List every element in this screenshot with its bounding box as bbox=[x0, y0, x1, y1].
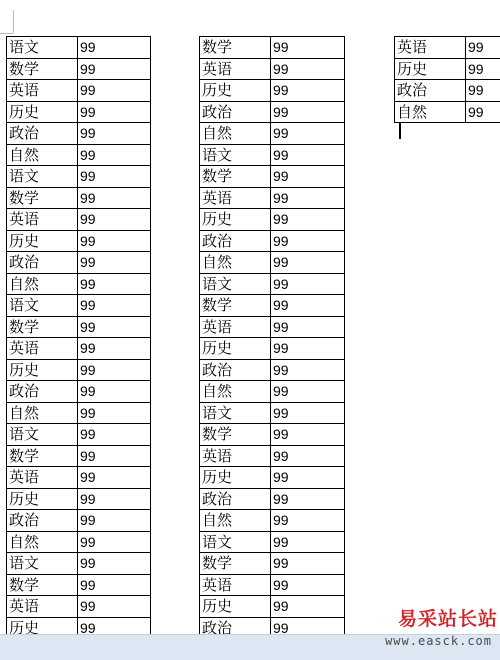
score-cell[interactable]: 99 bbox=[271, 37, 345, 59]
subject-cell[interactable]: 自然 bbox=[200, 123, 271, 145]
score-cell[interactable]: 99 bbox=[271, 531, 345, 553]
score-cell[interactable]: 99 bbox=[466, 101, 500, 123]
score-cell[interactable]: 99 bbox=[271, 574, 345, 596]
score-cell[interactable]: 99 bbox=[271, 144, 345, 166]
watermark-name: 易采站长站 bbox=[398, 604, 498, 631]
subject-cell[interactable]: 历史 bbox=[7, 359, 78, 381]
subject-cell[interactable]: 历史 bbox=[200, 80, 271, 102]
table-row[interactable] bbox=[7, 359, 151, 381]
score-cell[interactable]: 99 bbox=[78, 295, 151, 317]
subject-cell[interactable]: 数学 bbox=[7, 445, 78, 467]
subject-cell[interactable]: 自然 bbox=[7, 144, 78, 166]
subject-cell[interactable]: 政治 bbox=[200, 230, 271, 252]
subject-cell[interactable]: 数学 bbox=[7, 187, 78, 209]
table-row[interactable] bbox=[200, 445, 345, 467]
score-cell[interactable]: 99 bbox=[78, 402, 151, 424]
table-row[interactable] bbox=[200, 402, 345, 424]
table-row[interactable] bbox=[7, 209, 151, 231]
table-row[interactable] bbox=[200, 553, 345, 575]
subject-cell[interactable]: 历史 bbox=[200, 209, 271, 231]
table-row[interactable] bbox=[200, 209, 345, 231]
subject-cell[interactable]: 政治 bbox=[200, 359, 271, 381]
table-row[interactable] bbox=[7, 574, 151, 596]
subject-cell[interactable]: 政治 bbox=[200, 488, 271, 510]
score-cell[interactable]: 99 bbox=[271, 338, 345, 360]
table-row[interactable] bbox=[7, 273, 151, 295]
subject-cell[interactable]: 数学 bbox=[200, 424, 271, 446]
score-cell[interactable]: 99 bbox=[78, 58, 151, 80]
table-row[interactable] bbox=[200, 510, 345, 532]
score-cell[interactable]: 99 bbox=[271, 273, 345, 295]
table-row[interactable] bbox=[7, 295, 151, 317]
table-column-3[interactable] bbox=[394, 36, 500, 123]
table-row[interactable] bbox=[395, 80, 500, 102]
table-row[interactable] bbox=[7, 80, 151, 102]
table-row[interactable] bbox=[200, 617, 345, 634]
score-cell[interactable]: 99 bbox=[78, 553, 151, 575]
score-cell[interactable]: 99 bbox=[271, 596, 345, 618]
score-cell[interactable]: 99 bbox=[466, 37, 500, 59]
table-row[interactable] bbox=[7, 488, 151, 510]
table-row[interactable] bbox=[7, 37, 151, 59]
score-cell[interactable]: 99 bbox=[78, 574, 151, 596]
table-row[interactable] bbox=[200, 144, 345, 166]
score-cell[interactable]: 99 bbox=[78, 510, 151, 532]
score-cell[interactable]: 99 bbox=[271, 295, 345, 317]
table-row[interactable] bbox=[200, 187, 345, 209]
subject-cell[interactable]: 政治 bbox=[7, 381, 78, 403]
score-cell[interactable]: 99 bbox=[78, 80, 151, 102]
score-cell[interactable]: 99 bbox=[78, 37, 151, 59]
subject-cell[interactable]: 数学 bbox=[200, 166, 271, 188]
table-row[interactable] bbox=[200, 359, 345, 381]
subject-cell[interactable]: 语文 bbox=[200, 144, 271, 166]
table-row[interactable] bbox=[200, 37, 345, 59]
table-row[interactable] bbox=[200, 596, 345, 618]
subject-cell[interactable]: 数学 bbox=[7, 574, 78, 596]
table-row[interactable] bbox=[395, 37, 500, 59]
score-cell[interactable]: 99 bbox=[78, 359, 151, 381]
subject-cell[interactable]: 历史 bbox=[200, 467, 271, 489]
subject-cell[interactable]: 政治 bbox=[200, 617, 271, 634]
table-row[interactable] bbox=[7, 123, 151, 145]
table-row[interactable] bbox=[200, 381, 345, 403]
score-cell[interactable]: 99 bbox=[271, 316, 345, 338]
table-row[interactable] bbox=[7, 402, 151, 424]
table-row[interactable] bbox=[200, 574, 345, 596]
table-row[interactable] bbox=[200, 80, 345, 102]
subject-cell[interactable]: 英语 bbox=[7, 209, 78, 231]
table-row[interactable] bbox=[7, 316, 151, 338]
score-cell[interactable]: 99 bbox=[78, 445, 151, 467]
score-cell[interactable]: 99 bbox=[78, 617, 151, 634]
table-row[interactable] bbox=[200, 316, 345, 338]
table-row[interactable] bbox=[395, 101, 500, 123]
subject-cell[interactable]: 历史 bbox=[200, 596, 271, 618]
table-column-1[interactable] bbox=[6, 36, 151, 634]
table-row[interactable] bbox=[395, 58, 500, 80]
score-cell[interactable]: 99 bbox=[271, 359, 345, 381]
table-row[interactable] bbox=[7, 230, 151, 252]
score-cell[interactable]: 99 bbox=[271, 252, 345, 274]
subject-cell[interactable]: 政治 bbox=[7, 123, 78, 145]
score-cell[interactable]: 99 bbox=[271, 445, 345, 467]
table-row[interactable] bbox=[7, 531, 151, 553]
subject-cell[interactable]: 政治 bbox=[395, 80, 466, 102]
table-column-2[interactable] bbox=[199, 36, 345, 634]
text-cursor bbox=[399, 123, 401, 139]
table-row[interactable] bbox=[7, 467, 151, 489]
crop-mark bbox=[13, 10, 14, 33]
score-cell[interactable]: 99 bbox=[271, 467, 345, 489]
subject-cell[interactable]: 历史 bbox=[200, 338, 271, 360]
score-cell[interactable]: 99 bbox=[78, 596, 151, 618]
subject-cell[interactable]: 英语 bbox=[200, 574, 271, 596]
score-cell[interactable]: 99 bbox=[78, 166, 151, 188]
table-row[interactable] bbox=[200, 488, 345, 510]
score-cell[interactable]: 99 bbox=[271, 101, 345, 123]
subject-cell[interactable]: 英语 bbox=[395, 37, 466, 59]
score-cell[interactable]: 99 bbox=[271, 488, 345, 510]
subject-cell[interactable]: 英语 bbox=[7, 596, 78, 618]
score-cell[interactable]: 99 bbox=[78, 488, 151, 510]
score-cell[interactable]: 99 bbox=[466, 58, 500, 80]
subject-cell[interactable]: 语文 bbox=[7, 295, 78, 317]
subject-cell[interactable]: 自然 bbox=[7, 402, 78, 424]
table-row[interactable] bbox=[7, 187, 151, 209]
score-cell[interactable]: 99 bbox=[78, 144, 151, 166]
subject-cell[interactable]: 数学 bbox=[7, 58, 78, 80]
table-row[interactable] bbox=[200, 123, 345, 145]
score-cell[interactable]: 99 bbox=[78, 273, 151, 295]
score-cell[interactable]: 99 bbox=[271, 510, 345, 532]
table-row[interactable] bbox=[200, 273, 345, 295]
table-row[interactable] bbox=[7, 252, 151, 274]
score-cell[interactable]: 99 bbox=[271, 187, 345, 209]
table-row[interactable] bbox=[7, 58, 151, 80]
subject-cell[interactable]: 数学 bbox=[7, 316, 78, 338]
score-cell[interactable]: 99 bbox=[78, 316, 151, 338]
subject-cell[interactable]: 自然 bbox=[7, 531, 78, 553]
subject-cell[interactable]: 数学 bbox=[200, 553, 271, 575]
subject-cell[interactable]: 政治 bbox=[200, 101, 271, 123]
table-row[interactable] bbox=[7, 381, 151, 403]
score-cell[interactable]: 99 bbox=[78, 187, 151, 209]
score-cell[interactable]: 99 bbox=[271, 123, 345, 145]
score-cell[interactable]: 99 bbox=[78, 381, 151, 403]
crop-mark bbox=[0, 33, 13, 34]
table-row[interactable] bbox=[7, 510, 151, 532]
score-cell[interactable]: 99 bbox=[271, 166, 345, 188]
score-cell[interactable]: 99 bbox=[78, 101, 151, 123]
score-cell[interactable]: 99 bbox=[78, 209, 151, 231]
table-row[interactable] bbox=[200, 101, 345, 123]
subject-cell[interactable]: 英语 bbox=[7, 338, 78, 360]
subject-cell[interactable]: 数学 bbox=[200, 295, 271, 317]
subject-cell[interactable]: 历史 bbox=[7, 230, 78, 252]
score-cell[interactable]: 99 bbox=[271, 553, 345, 575]
subject-cell[interactable]: 自然 bbox=[200, 252, 271, 274]
subject-cell[interactable]: 英语 bbox=[200, 58, 271, 80]
subject-cell[interactable]: 语文 bbox=[7, 166, 78, 188]
subject-cell[interactable]: 自然 bbox=[200, 510, 271, 532]
subject-cell[interactable]: 历史 bbox=[7, 101, 78, 123]
score-cell[interactable]: 99 bbox=[78, 424, 151, 446]
table-row[interactable] bbox=[7, 617, 151, 634]
table-row[interactable] bbox=[200, 424, 345, 446]
subject-cell[interactable]: 语文 bbox=[200, 531, 271, 553]
subject-cell[interactable]: 英语 bbox=[200, 187, 271, 209]
score-cell[interactable]: 99 bbox=[78, 531, 151, 553]
table-row[interactable] bbox=[7, 553, 151, 575]
table-row[interactable] bbox=[200, 531, 345, 553]
score-cell[interactable]: 99 bbox=[271, 80, 345, 102]
score-cell[interactable]: 99 bbox=[466, 80, 500, 102]
subject-cell[interactable]: 自然 bbox=[395, 101, 466, 123]
score-cell[interactable]: 99 bbox=[78, 123, 151, 145]
table-row[interactable] bbox=[200, 467, 345, 489]
score-cell[interactable]: 99 bbox=[78, 467, 151, 489]
subject-cell[interactable]: 英语 bbox=[7, 80, 78, 102]
table-row[interactable] bbox=[200, 338, 345, 360]
table-row[interactable] bbox=[7, 424, 151, 446]
subject-cell[interactable]: 英语 bbox=[200, 316, 271, 338]
score-cell[interactable]: 99 bbox=[271, 424, 345, 446]
watermark-url: www.easck.com bbox=[385, 634, 492, 648]
table-row[interactable] bbox=[7, 338, 151, 360]
score-cell[interactable]: 99 bbox=[271, 230, 345, 252]
score-cell[interactable]: 99 bbox=[271, 58, 345, 80]
score-cell[interactable]: 99 bbox=[78, 230, 151, 252]
subject-cell[interactable]: 自然 bbox=[200, 381, 271, 403]
subject-cell[interactable]: 英语 bbox=[7, 467, 78, 489]
score-cell[interactable]: 99 bbox=[271, 381, 345, 403]
subject-cell[interactable]: 数学 bbox=[200, 37, 271, 59]
table-row[interactable] bbox=[200, 58, 345, 80]
table-row[interactable] bbox=[7, 144, 151, 166]
table-row[interactable] bbox=[7, 101, 151, 123]
subject-cell[interactable]: 语文 bbox=[7, 424, 78, 446]
subject-cell[interactable]: 历史 bbox=[395, 58, 466, 80]
subject-cell[interactable]: 历史 bbox=[7, 488, 78, 510]
subject-cell[interactable]: 语文 bbox=[200, 402, 271, 424]
table-row[interactable] bbox=[7, 445, 151, 467]
score-cell[interactable]: 99 bbox=[271, 402, 345, 424]
table-row[interactable] bbox=[200, 230, 345, 252]
subject-cell[interactable]: 历史 bbox=[7, 617, 78, 634]
subject-cell[interactable]: 英语 bbox=[200, 445, 271, 467]
score-cell[interactable]: 99 bbox=[78, 338, 151, 360]
watermark-logo bbox=[380, 604, 500, 656]
subject-cell[interactable]: 语文 bbox=[200, 273, 271, 295]
subject-cell[interactable]: 自然 bbox=[7, 273, 78, 295]
table-row[interactable] bbox=[200, 166, 345, 188]
table-row[interactable] bbox=[7, 596, 151, 618]
score-cell[interactable]: 99 bbox=[271, 617, 345, 634]
score-cell[interactable]: 99 bbox=[271, 209, 345, 231]
table-row[interactable] bbox=[200, 295, 345, 317]
score-cell[interactable]: 99 bbox=[78, 252, 151, 274]
table-row[interactable] bbox=[200, 252, 345, 274]
subject-cell[interactable]: 政治 bbox=[7, 252, 78, 274]
subject-cell[interactable]: 语文 bbox=[7, 553, 78, 575]
subject-cell[interactable]: 政治 bbox=[7, 510, 78, 532]
table-row[interactable] bbox=[7, 166, 151, 188]
subject-cell[interactable]: 语文 bbox=[7, 37, 78, 59]
